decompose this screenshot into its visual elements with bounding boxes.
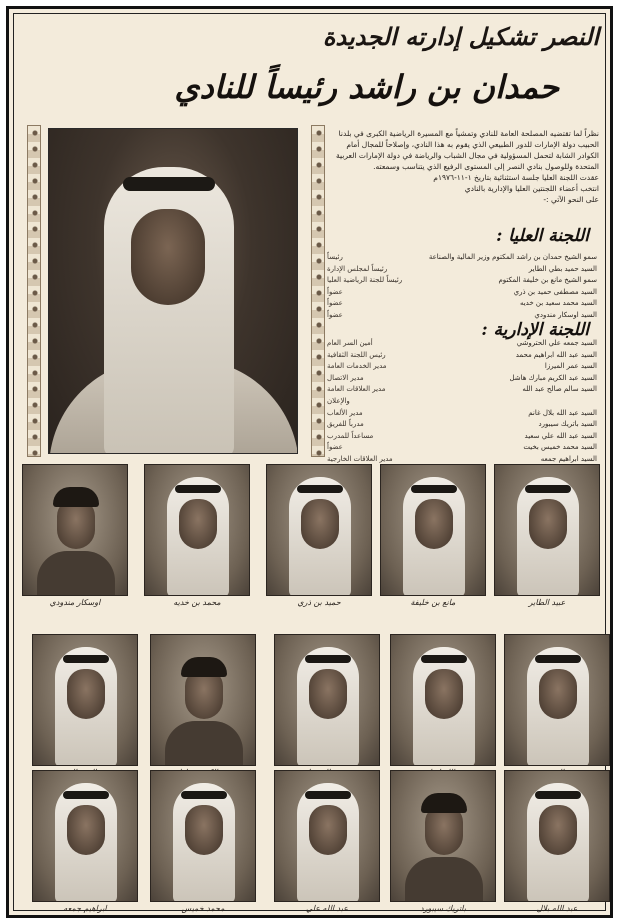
photo-caption: محمد خميس [181,904,225,913]
main-portrait-photo [48,128,298,454]
member-role: مدرباً للفريق [327,420,364,429]
member-photo-tile [390,770,496,917]
face [539,805,577,855]
member-name: السيد ابراهيم جمعه [540,454,597,463]
member-role: مدير الخدمات العامة [327,362,387,371]
face [539,669,577,719]
agal [63,655,109,663]
member-name: السيد عبد الله بلال غانم [528,408,597,417]
photo-caption: مانع بن خليفة [410,598,456,607]
suit [405,857,483,902]
photo-caption: عبد الله بلال [536,904,578,913]
intro-paragraph: انتخب أعضاء اللجنتين العليا والإدارية بالنادي [464,184,599,193]
member-role: مساعداً للمدرب [327,431,374,440]
member-photo [380,464,486,596]
member-photo [274,770,380,902]
face [415,499,453,549]
committee-member [327,396,597,408]
photo-caption: باتريك سيبورد [420,904,466,913]
member-name: سمو الشيخ حمدان بن راشد المكتوم وزير المالية والصناعة [428,253,597,261]
committee-member [327,275,597,287]
member-photo-tile [32,770,138,917]
member-name: السيد اوسكار مندودي [534,310,597,319]
member-photo-tile [32,634,138,781]
member-role: رئيساً لمجلس الإدارة [327,264,388,273]
headline-top: النصر تشكيل إدارته الجديدة [322,22,599,51]
member-name: السيد محمد خميس بخيت [523,443,597,452]
member-name: السيد عبد الكريم مبارك هاشل [509,373,597,382]
photo-caption: اوسكار مندودي [49,598,101,607]
committee-member [327,442,597,454]
portrait-face [131,209,205,305]
member-role: مدير الألعاب [327,408,363,417]
member-photo [494,464,600,596]
member-role: رئيساً للجنة الرياضية العليا [327,276,403,285]
agal [181,791,227,799]
member-role: والإعلان [327,396,350,405]
hair [53,487,99,507]
face [529,499,567,549]
member-photo-tile [504,634,610,781]
member-name: السيد عبد الله علي سعيد [524,431,597,440]
face [425,669,463,719]
agal [175,485,221,493]
member-photo-tile [274,634,380,781]
member-name: السيد حميد بطي الطاير [528,264,597,273]
intro-paragraph: على النحو الآتي :- [543,195,599,204]
member-role: عضواً [327,299,343,308]
member-photo-tile [266,464,372,611]
member-photo [274,634,380,766]
photo-caption: محمد بن خديه [173,598,221,607]
member-photo-tile [494,464,600,611]
committee-member [327,408,597,420]
member-photo [390,770,496,902]
committee-member [327,298,597,310]
member-photo [266,464,372,596]
face [309,669,347,719]
member-photo-tile [380,464,486,611]
agal [63,791,109,799]
suit [37,551,115,596]
face [179,499,217,549]
member-role: رئيس اللجنة الثقافية [327,350,386,359]
committee-member [327,431,597,443]
committee-member [327,373,597,385]
member-photo-grid [22,464,600,913]
face [301,499,339,549]
face [185,805,223,855]
member-photo-tile [274,770,380,917]
member-photo-tile [144,464,250,611]
hair [181,657,227,677]
member-photo [22,464,128,596]
hair [421,793,467,813]
committee-member [327,252,597,264]
member-role: عضواً [327,443,343,452]
agal [535,791,581,799]
member-photo-tile [22,464,128,611]
agal [411,485,457,493]
member-photo [32,634,138,766]
high-committee-list [327,252,597,322]
member-photo-tile [150,634,256,781]
committee-member [327,338,597,350]
member-photo [150,770,256,902]
intro-paragraph: نظراً لما تقتضيه المصلحة العامة للنادي وتمشياً مع المسيرة الرياضية الكبرى في بلدنا الحبيب دولة الإمارات للدور الطبيعي الذي يقوم به هذا النادي، وإصلاحاً للمجال أمام الكوادر الشابة لتحمل المسؤولية في مجال الشباب والرياضة في دولة الإمارات العربية المتحدة وللوصول بنادي النصر إلى المستوى الرفيع الذي يتناسب وسمعته. [336,129,599,171]
member-name: السيد سالم صالح عبد الله [522,385,597,394]
member-photo [504,634,610,766]
member-photo [390,634,496,766]
member-role: مدير العلاقات العامة [327,385,386,394]
ornament-border-left [27,125,41,457]
member-name: سمو الشيخ مانع بن خليفة المكتوم [498,276,597,285]
member-name: السيد عبد الله ابراهيم محمد [515,350,597,359]
photo-caption: ابراهيم جمعه [63,904,107,913]
intro-paragraph: عقدت اللجنة العليا جلسة استثنائية بتاريخ ١-١١-١٩٧٦م [433,173,599,182]
intro-text [333,128,599,205]
member-photo [504,770,610,902]
member-name: السيد محمد سعيد بن خديه [519,299,597,308]
high-committee-heading: اللجنة العليا : [496,226,589,246]
admin-committee-heading: اللجنة الإدارية : [481,320,589,340]
face [67,805,105,855]
photo-caption: عبيد الطاير [528,598,566,607]
agal [297,485,343,493]
committee-member [327,419,597,431]
member-photo [32,770,138,902]
member-role: عضواً [327,287,343,296]
member-name: السيد عمر الميرزا [544,362,597,371]
committee-member [327,287,597,299]
photo-caption: عبد الله علي [305,904,349,913]
member-name: السيد جمعه علي الحتروشي [516,339,597,347]
member-role: رئيساً [327,253,343,261]
portrait-agal [123,177,215,191]
member-photo-tile [504,770,610,917]
committee-member [327,264,597,276]
agal [535,655,581,663]
member-role: مدير العلاقات الخارجية [327,454,393,463]
photo-caption: حميد بن ذري [297,598,341,607]
member-photo-tile [150,770,256,917]
member-role: مدير الاتصال [327,373,364,382]
committee-member [327,350,597,362]
admin-committee-list [327,338,597,466]
member-photo-tile [390,634,496,781]
agal [305,791,351,799]
agal [421,655,467,663]
ornament-border-right [311,125,325,457]
member-name: السيد باتريك سيبورد [538,420,597,429]
agal [525,485,571,493]
face [67,669,105,719]
committee-member [327,384,597,396]
member-photo [150,634,256,766]
headline-main: حمدان بن راشد رئيساً للنادي [174,68,559,106]
committee-member [327,361,597,373]
suit [165,721,243,766]
face [309,805,347,855]
member-role: أمين السر العام [327,339,373,347]
agal [305,655,351,663]
member-role: عضواً [327,310,343,319]
member-photo [144,464,250,596]
member-name: السيد مصطفى حميد بن ذري [513,287,597,296]
